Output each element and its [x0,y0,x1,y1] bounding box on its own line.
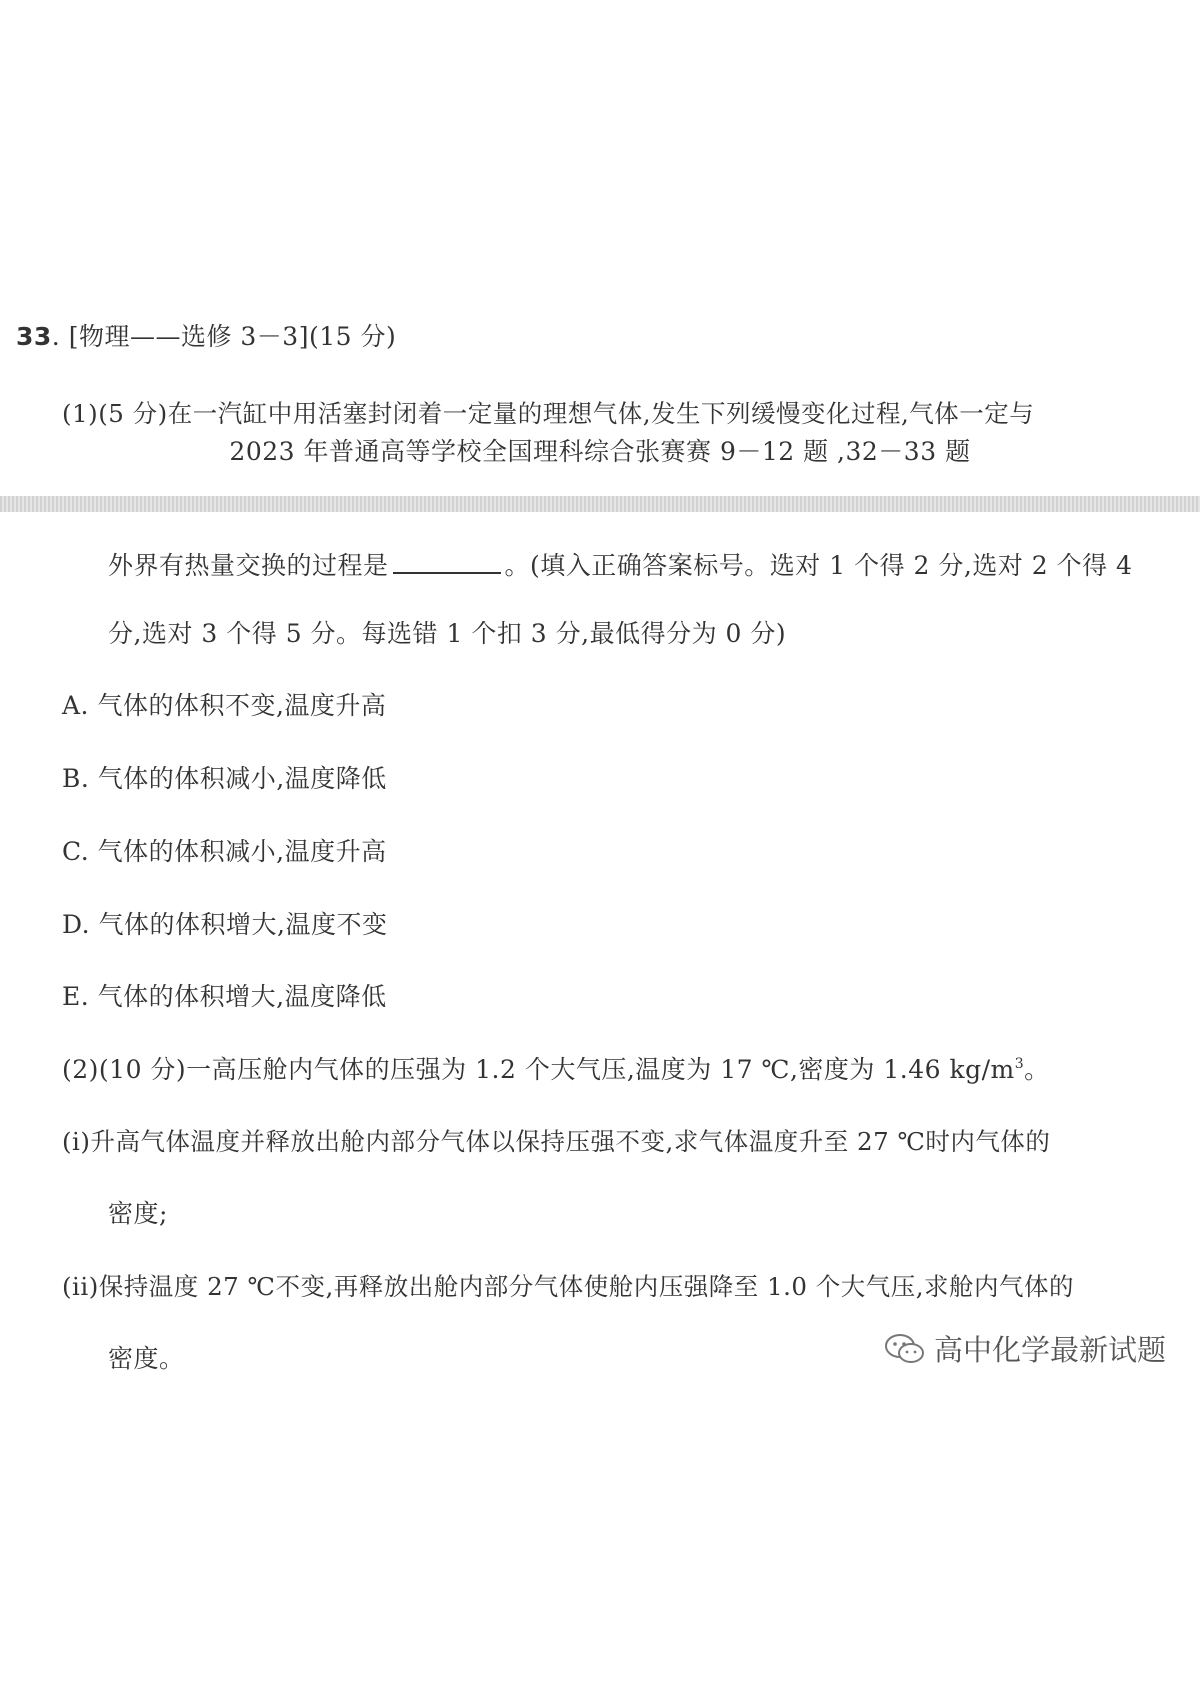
part1-intro: (1)(5 分)在一汽缸中用活塞封闭着一定量的理想气体,发生下列缓慢变化过程,气体一定与 [62,399,1035,428]
option-b: B. 气体的体积减小,温度降低 [62,764,387,793]
option-d: D. 气体的体积增大,温度不变 [62,910,388,939]
page-separator [0,496,1200,512]
part2-intro [62,1052,1050,1088]
watermark [884,1328,1166,1369]
part1-continuation [108,546,1132,584]
sub-question-ii: (ii)保持温度 27 ℃不变,再释放出舱内部分气体使舱内压强降至 1.0 个大气压,求舱内气体的 [62,1272,1075,1301]
wechat-icon [884,1333,926,1365]
question-title: . [物理——选修 3－3](15 分) [51,322,397,351]
question-heading [16,319,396,355]
part1-cont-suffix: 。(填入正确答案标号。选对 1 个得 2 分,选对 2 个得 4 [504,551,1133,580]
part2-intro-end: 。 [1024,1055,1050,1084]
sub-question-ii-cont: 密度。 [108,1344,185,1373]
option-a: A. 气体的体积不变,温度升高 [62,691,387,720]
option-c: C. 气体的体积减小,温度升高 [62,837,387,866]
answer-blank [393,546,501,574]
sub-question-i: (i)升高气体温度并释放出舱内部分气体以保持压强不变,求气体温度升至 27 ℃时内气体的 [62,1127,1051,1156]
option-e: E. 气体的体积增大,温度降低 [62,982,387,1011]
sub-question-i-cont: 密度; [108,1199,168,1228]
part1-cont-prefix: 外界有热量交换的过程是 [108,551,389,580]
part2-intro-text: (2)(10 分)一高压舱内气体的压强为 1.2 个大气压,温度为 17 ℃,密度为 1.46 kg/m [62,1055,1015,1084]
part1-scoring: 分,选对 3 个得 5 分。每选错 1 个扣 3 分,最低得分为 0 分) [108,619,787,648]
question-number: 33 [16,322,52,351]
watermark-text: 高中化学最新试题 [934,1333,1167,1367]
page-footer: 2023 年普通高等学校全国理科综合张赛赛 9－12 题 ,32－33 题 [229,437,971,466]
unit-superscript: 3 [1014,1056,1025,1072]
